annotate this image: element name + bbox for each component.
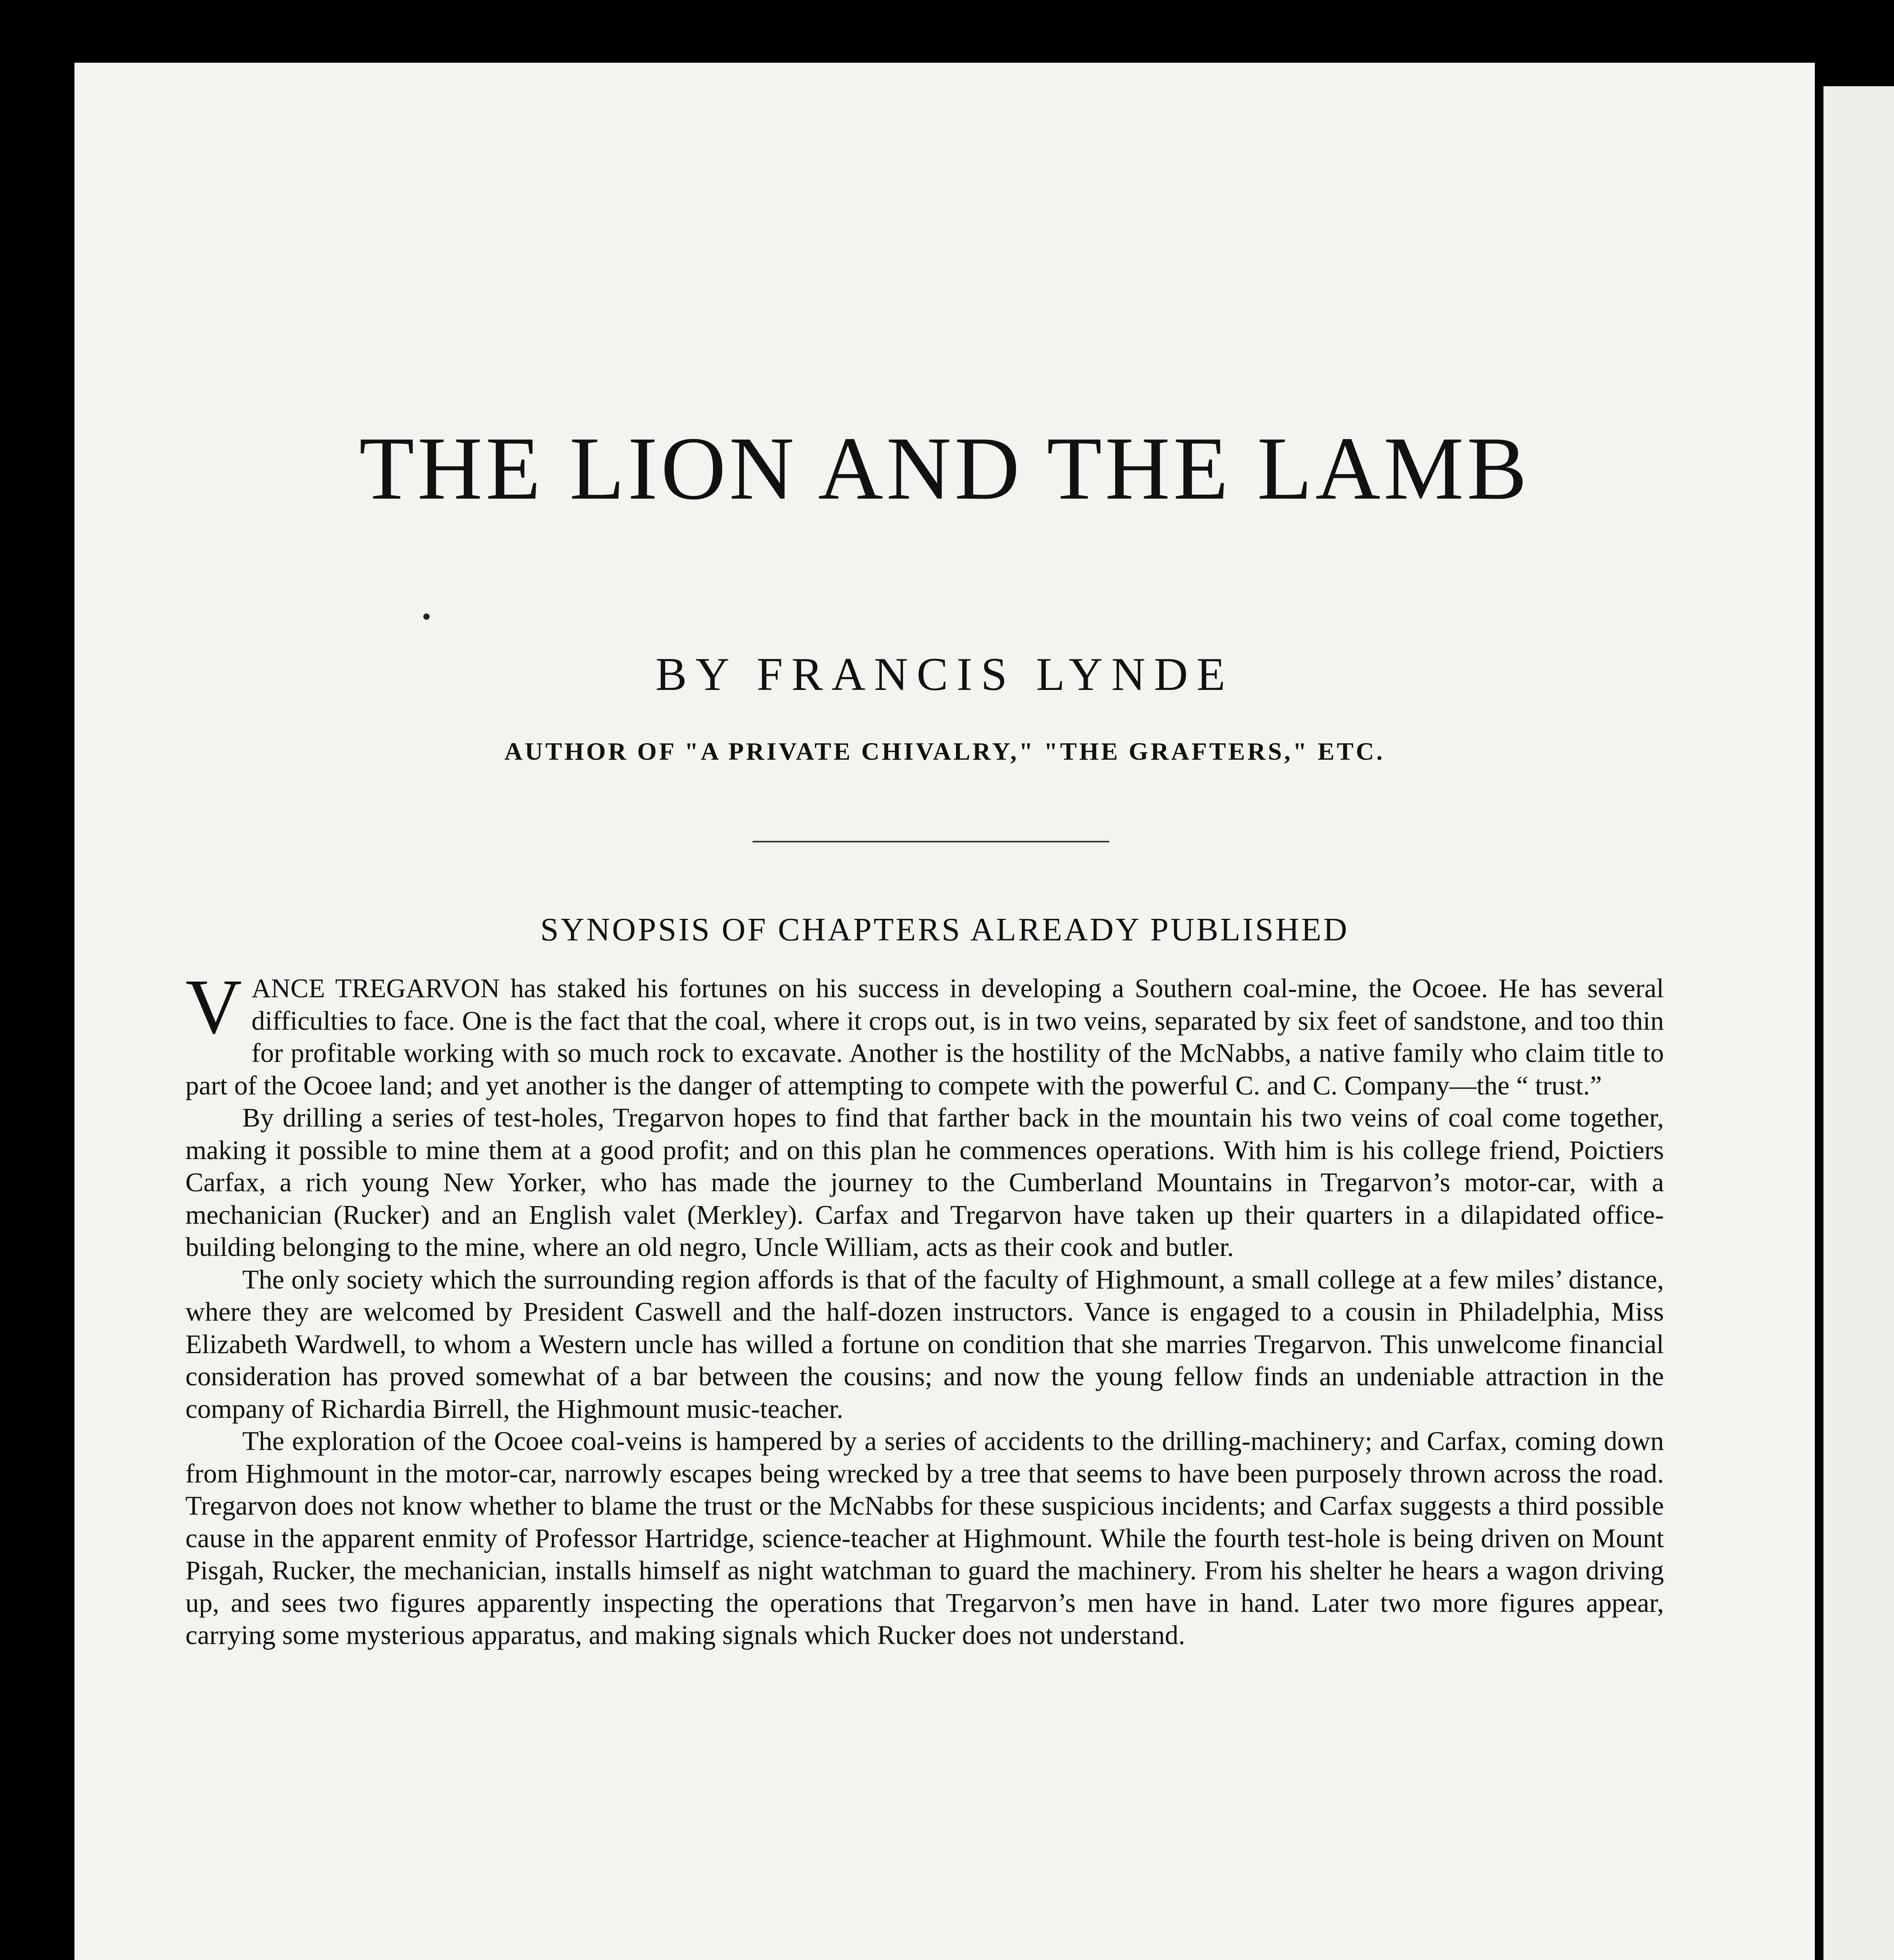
magazine-page <box>74 63 1815 1960</box>
story-title: THE LION AND THE LAMB <box>359 418 1530 518</box>
synopsis-text <box>185 964 1664 1651</box>
print-speck <box>423 613 430 620</box>
synopsis-paragraph: The only society which the surrounding region affords is that of the faculty of Highmount, a small college at a few miles’ distance, where they are welcomed by President Caswell and the half-dozen instructors. Vance is engaged to a cousin in Philadelphia, Miss Elizabeth Wardwell, to whom a Western uncle has willed a fortune on condition that she marries Tregarvon. This unwelcome financial consideration has proved somewhat of a bar between the cousins; and now the young fellow finds an undeniable attraction in the company of Richardia Birrell, the Highmount music-teacher. <box>185 1264 1664 1424</box>
adjacent-page-edge <box>1823 86 1894 1960</box>
byline: BY FRANCIS LYNDE <box>655 648 1234 700</box>
divider-rule <box>753 841 1109 842</box>
author-note: AUTHOR OF "A PRIVATE CHIVALRY," "THE GRAFTERS," ETC. <box>504 737 1385 765</box>
synopsis-heading: SYNOPSIS OF CHAPTERS ALREADY PUBLISHED <box>540 911 1349 948</box>
synopsis-paragraph: VANCE TREGARVON has staked his fortunes on his success in developing a Southern coal-mine, the Ocoee. He has several difficulties to face. One is the fact that the coal, where it crops out, is in two veins, separated by six feet of sandstone, and too thin for profitable working with so much rock to excavate. Another is the hostility of the McNabbs, a native family who claim title to part of the Ocoee land; and yet another is the danger of attempting to compete with the powerful C. and C. Company—the “ trust.” <box>185 964 1664 1100</box>
drop-cap: V <box>185 964 242 1050</box>
synopsis-paragraph: By drilling a series of test-holes, Tregarvon hopes to find that farther back in the mountain his two veins of coal come together, making it possible to mine them at a good profit; and on this plan he commences operations. With him is his college friend, Poictiers Carfax, a rich young New Yorker, who has made the journey to the Cumberland Mountains in Tregarvon’s motor-car, with a mechanician (Rucker) and an English valet (Merkley). Carfax and Tregarvon have taken up their quarters in a dilapidated office-building belonging to the mine, where an old negro, Uncle William, acts as their cook and butler. <box>185 1103 1664 1262</box>
synopsis-paragraph: The exploration of the Ocoee coal-veins is hampered by a series of accidents to the drilling-machinery; and Carfax, coming down from Highmount in the motor-car, narrowly escapes being wrecked by a tree that seems to have been purposely thrown across the road. Tregarvon does not know whether to blame the trust or the McNabbs for these suspicious incidents; and Carfax suggests a third possible cause in the apparent enmity of Professor Hartridge, science-teacher at Highmount. While the fourth test-hole is being driven on Mount Pisgah, Rucker, the mechanician, installs himself as night watchman to guard the machinery. From his shelter he hears a wagon driving up, and sees two figures apparently inspecting the operations that Tregarvon’s men have in hand. Later two more figures appear, carrying some mysterious apparatus, and making signals which Rucker does not understand. <box>185 1426 1664 1650</box>
